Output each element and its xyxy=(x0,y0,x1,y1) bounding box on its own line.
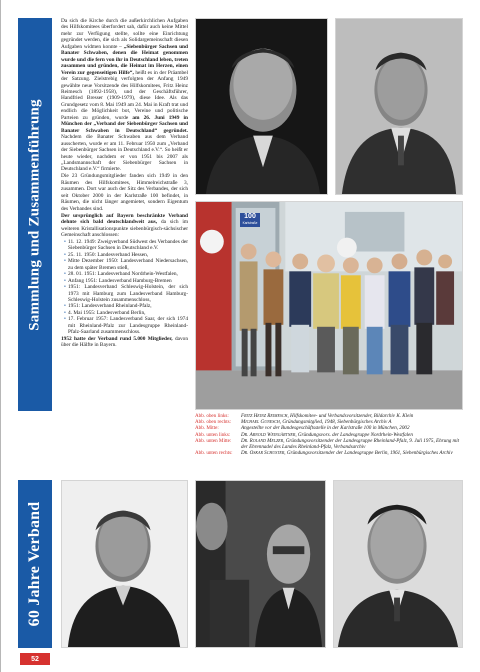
chapter-list xyxy=(61,239,188,336)
caption-row xyxy=(195,438,463,450)
paragraph-text: Da sich die Kirche durch die außerkirchlichen Aufgaben des Hilfskomitees überfordert sah, dafür auch keine Mittel mehr zur Verfügung stellte, sollte eine Einrichtung gegründet werden, die sich als Solidargemeinschaft diesen Aufgaben widmen konnte – xyxy=(61,18,188,50)
caption-key: Abb. oben rechts: xyxy=(195,419,232,426)
portrait-melzer-photo xyxy=(195,480,326,648)
caption-key: Abb. Mitte: xyxy=(195,425,219,432)
caption-text xyxy=(241,450,463,456)
house-number-sign xyxy=(240,213,260,227)
photo-captions xyxy=(195,413,463,456)
caption-key: Abb. unten links: xyxy=(195,431,231,438)
caption-name: Michael Gunesch xyxy=(241,419,280,426)
caption-key: Abb. oben links: xyxy=(195,413,229,419)
caption-detail: Angestellte vor der Bundesgeschäftsstelle in der Karlstraße 100 in München, 2002 xyxy=(241,425,410,432)
caption-name: Dr. Roland Melzer xyxy=(241,437,284,444)
article-paragraph xyxy=(61,18,188,173)
paragraph-bold: am 26. Juni 1949 in München der „Verband der Siebenbürger Sachsen und Banater Schwaben in Deutschland“ gegründet. xyxy=(61,114,188,134)
portrait-weingaertner-photo xyxy=(61,480,188,648)
caption-key: Abb. unten rechts: xyxy=(195,450,233,457)
caption-detail: , Hilfskomitee- und Verbandsvorsitzender, Bildarchiv K. Klein xyxy=(287,413,414,419)
paragraph-bold: 1952 hatte der Verband rund 5.000 Mitglieder, xyxy=(61,335,173,342)
section-band-top xyxy=(18,18,52,411)
article-text xyxy=(61,18,188,349)
group-photo-office xyxy=(195,201,463,410)
chapter-band-bottom xyxy=(18,480,52,648)
street-name: Karlstraße xyxy=(242,221,258,225)
caption-detail: , Gründungsvorsitzender der Landesgruppe Rheinland-Pfalz, 9. Juli 1975, Ehrung mit der Ehrennadel des Landes Rheinland-Pfalz, Verbandsarchiv xyxy=(241,437,460,451)
section-title: Sammlung und Zusammenführung xyxy=(26,98,43,331)
article-paragraph xyxy=(61,213,188,239)
portrait-reimesch-photo xyxy=(195,18,328,195)
caption-name: Dr. Arnold Weingärtner xyxy=(241,431,296,438)
caption-name: Fritz Heinz Reimesch xyxy=(241,413,288,419)
paragraph-text: heißt es in der Präambel der Satzung. Zielstrebig verfolgten der Anfang 1949 gewählte neue Vorsitzende des Hilfskomitees, Fritz Heinz Reimesch (1892-1958), und der Geschäftsführer, Handfried Bresser (1909-1979), diese Idee. Als das Grundgesetz vom 8. Mai 1949 am 24. Mai in Kraft trat und endlich die Möglichkeit bot, Vereine und politische Parteien zu gründen, wurde xyxy=(61,69,189,121)
chapter-title: 60 Jahre Verband xyxy=(26,501,43,627)
list-item: • 11. 12. 1949: Zweigverband Südwest des Verbandes der Siebenbürger Sachsen in Deutschland e.V. xyxy=(64,239,188,252)
caption-key: Abb. unten Mitte: xyxy=(195,437,232,444)
page-number: 52 xyxy=(20,653,50,665)
list-item: • Mitte Dezember 1950: Landesverband Niedersachsen, zu dem später Bremen stieß, xyxy=(64,258,188,271)
list-item: • Anfang 1951: Landesverband Hamburg-Bremen xyxy=(64,278,188,284)
list-item: • 1951: Landesverband Schleswig-Holstein, der sich 1973 mit Hamburg zum Landesverband Hamburg-Schleswig-Holstein zusammenschloss, xyxy=(64,284,188,303)
paragraph-bold: Der ursprünglich auf Bayern beschränkte Verband dehnte sich bald deutschlandweit aus, xyxy=(61,212,188,226)
caption-detail: , Gründungsmitglied, 1948, Siebenbürgisches Archiv A xyxy=(279,419,392,426)
caption-detail: , Gründungsvorsitzender der Landesgruppe Berlin, 1961, Siebenbürgisches Archiv xyxy=(284,450,453,457)
list-item: • 28. 01. 1951: Landesverband Nordrhein-Westfalen, xyxy=(64,271,188,277)
paragraph-text: da sich im weiteren Kristallisationspunkte siebenbürgisch-sächsischer Gemeinschaft anschlossen: xyxy=(61,219,188,238)
caption-detail: , Gründungsvors. der Landesgruppe Nordrhein-Westfalen xyxy=(295,431,413,438)
paragraph-text: davon über die Hälfte in Bayern. xyxy=(61,335,188,349)
list-item: • 25. 11. 1950: Landesverband Hessen, xyxy=(64,252,188,258)
list-item: • 1951: Landesverband Rheinland-Pfalz, xyxy=(64,303,188,309)
article-paragraph: Die 23 Gründungsmitglieder fanden sich 1949 in den Räumen des Hilfskomitees, Himmelreichstraße 3, zusammen. Dort war auch der Sitz des Verbandes, der sich seit Oktober 2000 in der Karlstraße 100 befindet, in Räumen, die nicht länger angemietet, sondern Eigentum des Verbandes sind. xyxy=(61,173,188,212)
portrait-schuster-photo xyxy=(333,480,463,648)
house-number: 100 xyxy=(244,213,256,220)
article-paragraph xyxy=(61,336,188,349)
paragraph-bold: „Siebenbürger Sachsen und Banater Schwaben, denen die Heimat genommen wurde und die fern von ihr in Deutschland leben, treten zusammen und gründen, die Heimat im Herzen, einen Verein zur gegenseitigen Hilfe“, xyxy=(61,43,189,76)
caption-name: Dr. Oskar Schuster xyxy=(241,450,285,457)
paragraph-text: Nachdem die Banater Schwaben aus dem Verband ausscherten, wurde er am 11. Februar 1950 zum „Verband der Siebenbürger Sachsen in Deutschland e.V.“. So heißt er heute wieder, nachdem er von 1951 bis 2007 als „Landsmannschaft der Siebenbürger Sachsen in Deutschland e.V.“ firmierte. xyxy=(61,134,188,173)
caption-text xyxy=(241,438,463,450)
caption-row xyxy=(195,450,463,456)
list-item: • 4. Mai 1955: Landesverband Berlin, xyxy=(64,310,188,316)
portrait-gunesch-photo xyxy=(335,18,463,195)
list-item: • 17. Februar 1957: Landesverband Saar, der sich 1974 mit Rheinland-Pfalz zur Landesgruppe Rheinland-Pfalz-Saarland zusammenschloss. xyxy=(64,316,188,335)
